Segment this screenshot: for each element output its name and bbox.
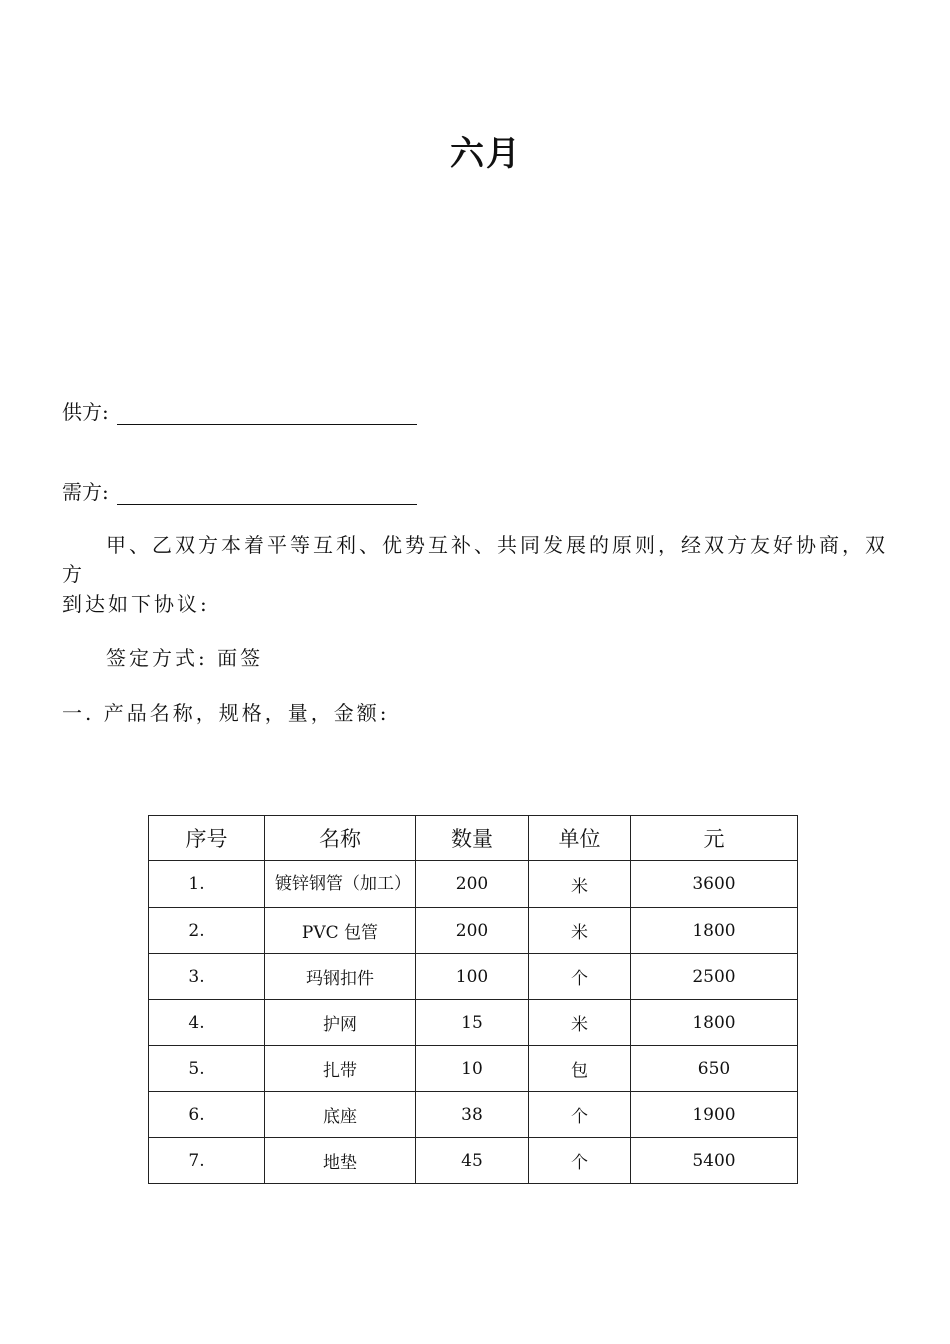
table-row: [149, 861, 798, 908]
row-amount: 5400: [631, 1138, 798, 1184]
header-amount: 元: [631, 816, 798, 861]
row-amount: 650: [631, 1046, 798, 1092]
supplier-field: [62, 396, 417, 425]
table-header-row: [149, 816, 798, 861]
buyer-label: 需方:: [62, 480, 109, 504]
row-quantity: 200: [416, 908, 529, 954]
row-quantity: 100: [416, 954, 529, 1000]
header-unit: 单位: [529, 816, 631, 861]
intro-paragraph-line1: 甲、乙双方本着平等互利、优势互补、共同发展的原则，经双方友好协商，双方: [62, 533, 888, 586]
row-amount: 3600: [631, 861, 798, 908]
table-row: [149, 1092, 798, 1138]
product-table: [148, 815, 798, 1184]
row-index: 3.: [149, 954, 265, 1000]
header-name: 名称: [265, 816, 416, 861]
row-unit: 米: [529, 908, 631, 954]
row-name: 地垫: [265, 1138, 416, 1184]
row-name: 玛钢扣件: [265, 954, 416, 1000]
row-unit: 米: [529, 1000, 631, 1046]
row-amount: 1800: [631, 908, 798, 954]
table-row: [149, 1000, 798, 1046]
table-row: [149, 1046, 798, 1092]
row-index: 4.: [149, 1000, 265, 1046]
table-row: [149, 908, 798, 954]
document-title: 六月: [450, 134, 522, 174]
row-index: 5.: [149, 1046, 265, 1092]
row-name: PVC 包管: [265, 908, 416, 954]
row-index: 6.: [149, 1092, 265, 1138]
row-quantity: 200: [416, 861, 529, 908]
row-name: 镀锌钢管（加工）: [265, 861, 416, 908]
row-unit: 个: [529, 1138, 631, 1184]
row-unit: 米: [529, 861, 631, 908]
table-row: [149, 1138, 798, 1184]
row-unit: 个: [529, 1092, 631, 1138]
row-quantity: 38: [416, 1092, 529, 1138]
intro-paragraph-line2: 到达如下协议:: [62, 592, 210, 616]
row-name: 护网: [265, 1000, 416, 1046]
buyer-field: [62, 476, 417, 505]
buyer-blank-line: [117, 482, 417, 505]
sign-method: 签定方式: 面签: [106, 646, 264, 670]
row-amount: 1900: [631, 1092, 798, 1138]
row-quantity: 45: [416, 1138, 529, 1184]
row-name: 底座: [265, 1092, 416, 1138]
table-row: [149, 954, 798, 1000]
row-unit: 个: [529, 954, 631, 1000]
row-amount: 1800: [631, 1000, 798, 1046]
row-quantity: 15: [416, 1000, 529, 1046]
supplier-label: 供方:: [62, 400, 109, 424]
section-heading-products: 一. 产品名称，规格，量，金额:: [62, 701, 390, 725]
row-quantity: 10: [416, 1046, 529, 1092]
row-index: 7.: [149, 1138, 265, 1184]
supplier-blank-line: [117, 402, 417, 425]
row-index: 1.: [149, 861, 265, 908]
header-quantity: 数量: [416, 816, 529, 861]
header-index: 序号: [149, 816, 265, 861]
row-name: 扎带: [265, 1046, 416, 1092]
row-unit: 包: [529, 1046, 631, 1092]
row-amount: 2500: [631, 954, 798, 1000]
row-index: 2.: [149, 908, 265, 954]
